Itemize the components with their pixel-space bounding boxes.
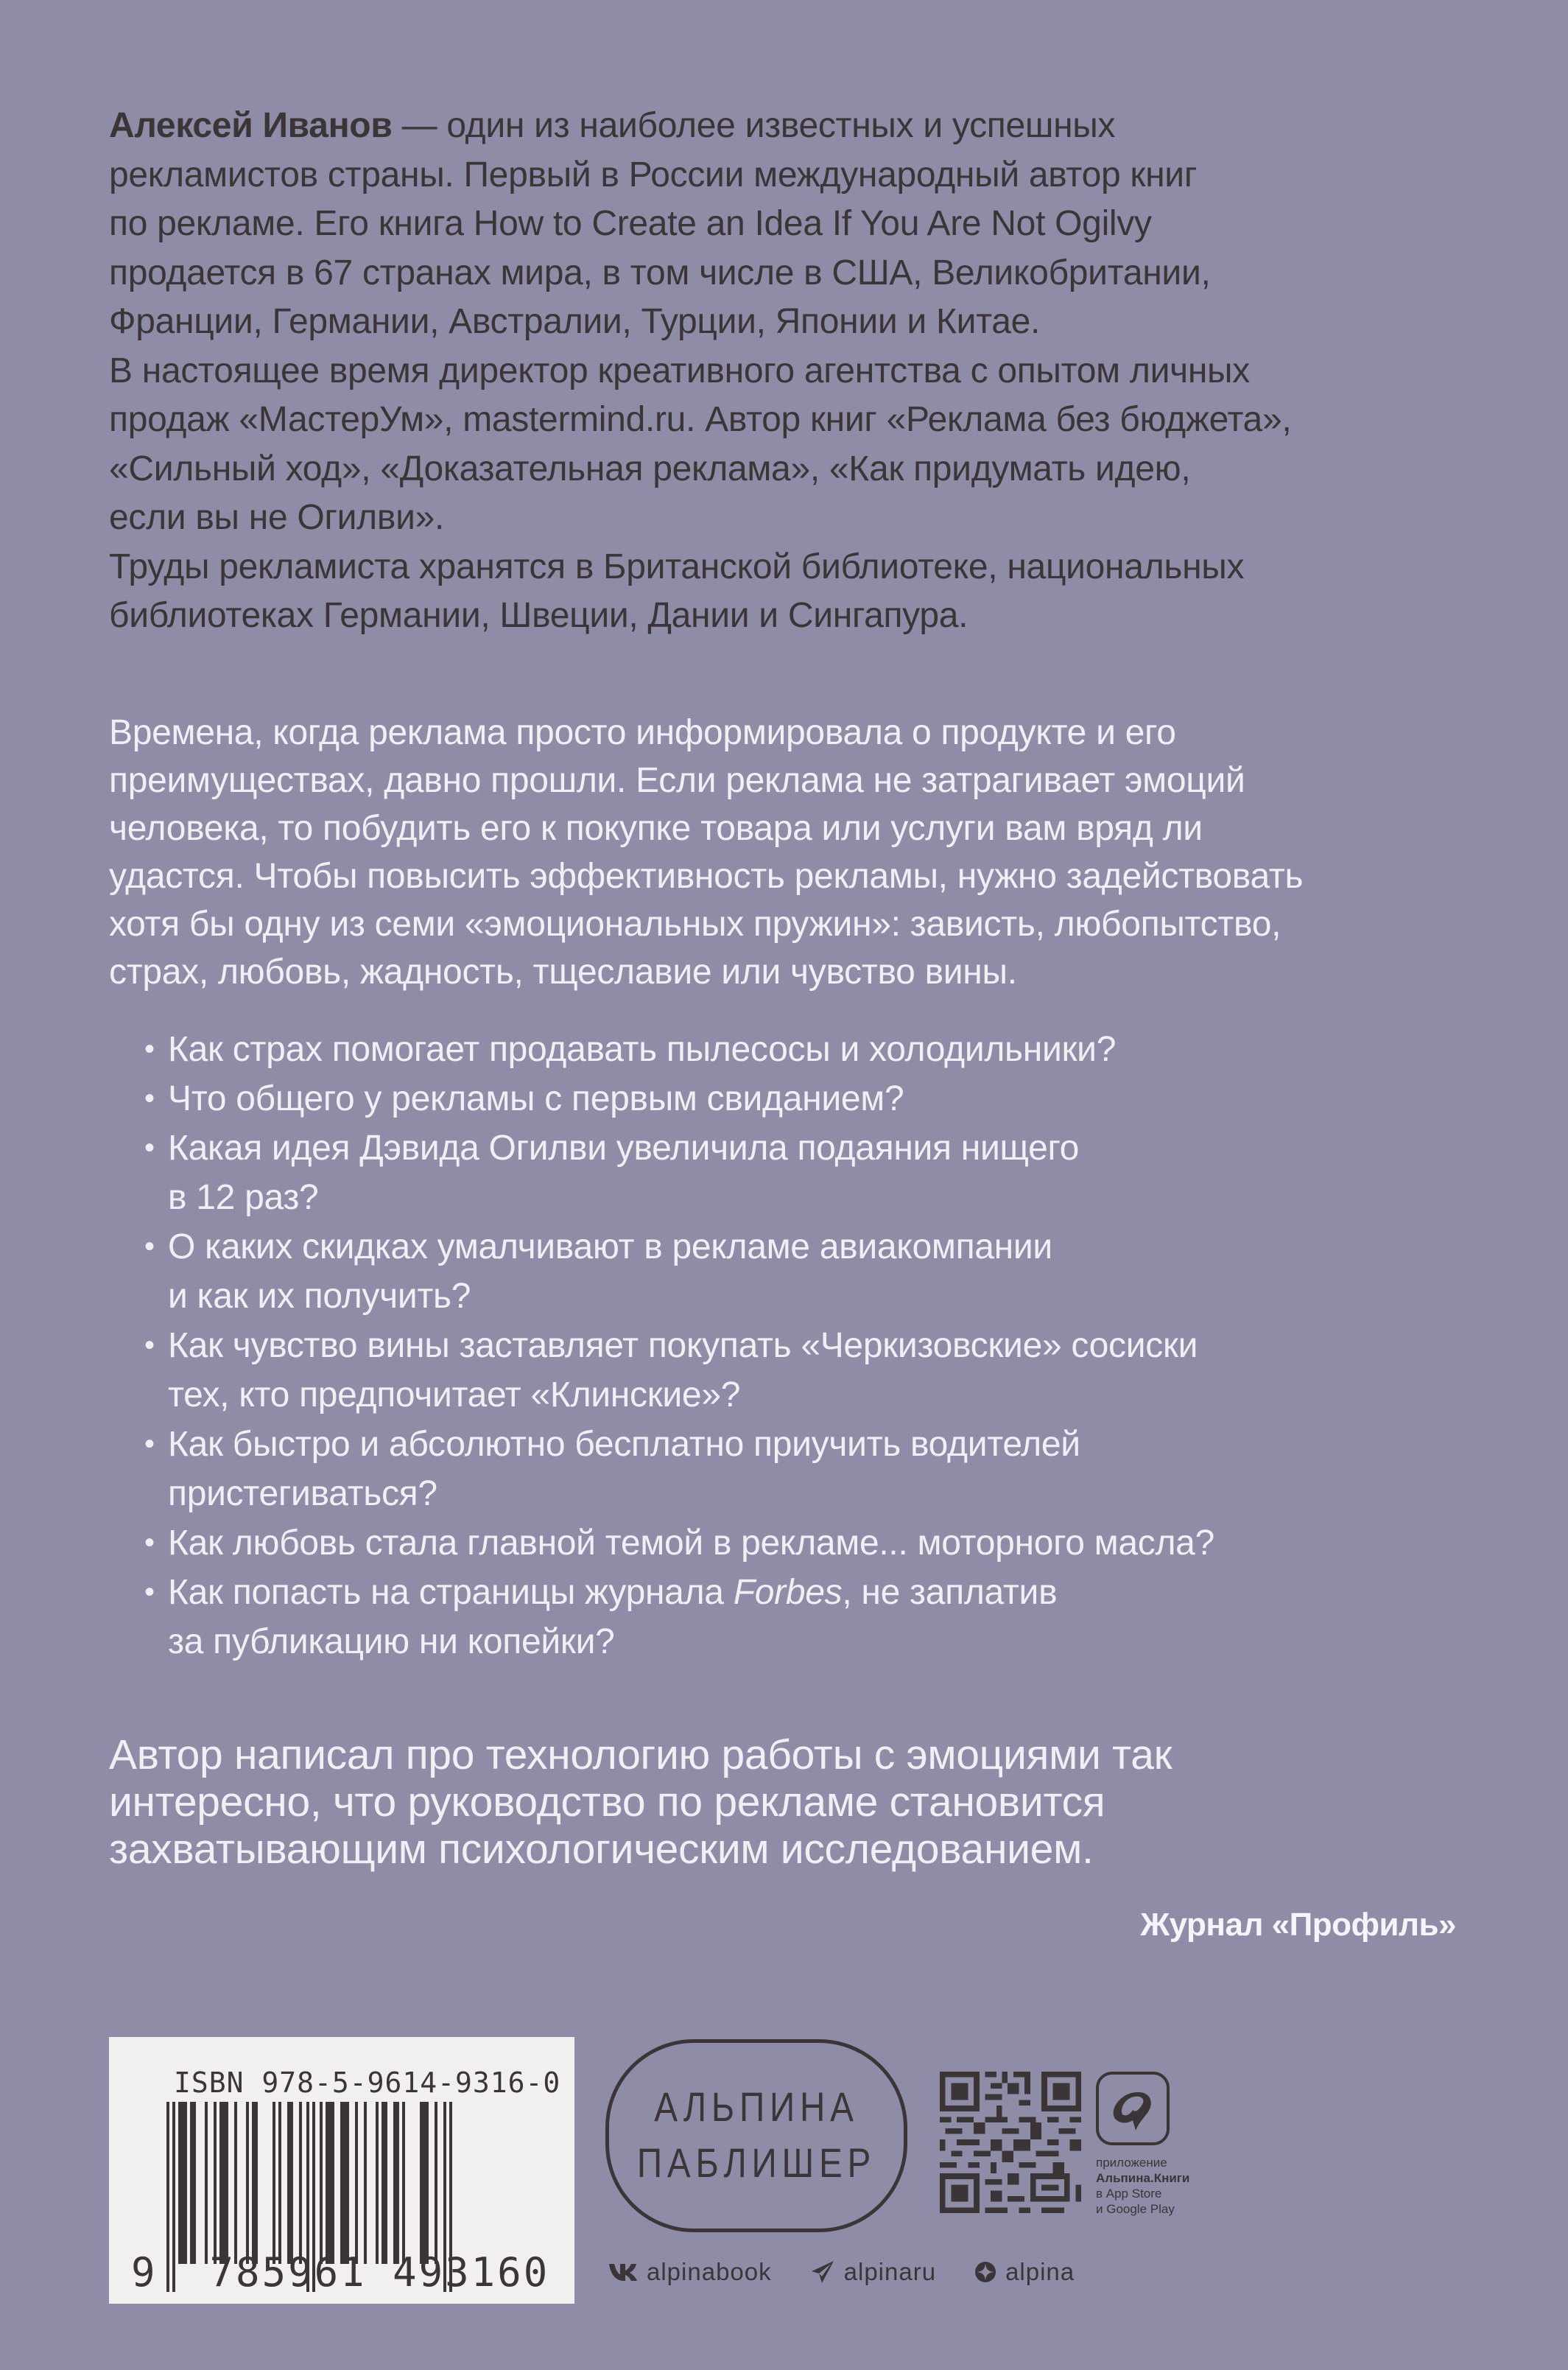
bullet-icon: •: [144, 1230, 155, 1263]
bio-line: Труды рекламиста хранятся в Британской библиотеке, национальных: [109, 547, 1245, 586]
app-caption: приложение Альпина.Книги в App Store и Google Play: [1096, 2156, 1190, 2216]
bullet-icon: •: [144, 1329, 155, 1361]
social-link-dzen[interactable]: [974, 2258, 1075, 2286]
list-item: • Как любовь стала главной темой в рекламе... моторного масла?: [168, 1518, 1494, 1568]
description-line: хотя бы одну из семи «эмоциональных пружин»: зависть, любопытство,: [109, 905, 1282, 944]
question-list: [144, 1025, 1494, 1666]
author-bio: [109, 102, 1508, 641]
bio-line: рекламистов страны. Первый в России международный автор книг: [109, 155, 1198, 194]
social-handle: alpinabook: [647, 2258, 772, 2285]
list-item: • Какая идея Дэвида Огилви увеличила подаяния нищего в 12 раз?: [168, 1123, 1494, 1222]
publisher-logo: [605, 2039, 907, 2232]
bullet-icon: •: [144, 1576, 155, 1608]
bio-line: библиотеках Германии, Швеции, Дании и Сингапура.: [109, 596, 968, 635]
bio-line: если вы не Огилви».: [109, 498, 445, 537]
description-line: удастся. Чтобы повысить эффективность рекламы, нужно задействовать: [109, 857, 1304, 896]
list-item: • Как чувство вины заставляет покупать «Черкизовские» сосиски тех, кто предпочитает «Клинские»?: [168, 1321, 1494, 1420]
list-item: • Как быстро и абсолютно бесплатно приучить водителей пристегиваться?: [168, 1420, 1494, 1518]
ean-number: 9 785961 493160: [131, 2249, 550, 2296]
bio-line: по рекламе. Его книга How to Create an Idea If You Are Not Ogilvy: [109, 204, 1152, 243]
vk-icon: [608, 2262, 638, 2282]
review-quote: [109, 1731, 1508, 1873]
author-name: Алексей Иванов: [109, 106, 393, 145]
list-item: • Как попасть на страницы журнала Forbes, не заплатив за публикацию ни копейки?: [168, 1568, 1494, 1666]
book-description: [109, 709, 1508, 996]
forbes-title: Forbes: [733, 1573, 843, 1612]
list-item: • Как страх помогает продавать пылесосы и холодильники?: [168, 1025, 1494, 1074]
publisher-logo-line-2: ПАБЛИШЕР: [636, 2139, 876, 2186]
bio-line: продаж «МастерУм», mastermind.ru. Автор книг «Реклама без бюджета»,: [109, 400, 1292, 439]
quote-line: захватывающим психологическим исследованием.: [109, 1826, 1094, 1873]
app-name: Альпина.Книги: [1096, 2171, 1190, 2185]
qr-code-icon[interactable]: [940, 2072, 1081, 2213]
description-line: Времена, когда реклама просто информировала о продукте и его: [109, 713, 1176, 752]
social-handle: alpinaru: [843, 2258, 937, 2285]
quote-line: Автор написал про технологию работы с эмоциями так: [109, 1731, 1173, 1778]
publisher-logo-line-1: АЛЬПИНА: [654, 2083, 859, 2130]
social-handle: alpina: [1005, 2258, 1075, 2285]
social-link-vk[interactable]: [608, 2258, 772, 2286]
bullet-icon: •: [144, 1428, 155, 1460]
bio-line-1: Алексей Иванов — один из наиболее известных и успешных: [109, 106, 1116, 145]
alpina-logo-icon: [1099, 2075, 1167, 2142]
bio-line: продается в 67 странах мира, в том числе в США, Великобритании,: [109, 253, 1211, 292]
telegram-icon: [810, 2259, 835, 2285]
bullet-icon: •: [144, 1033, 155, 1065]
list-item: • Что общего у рекламы с первым свиданием?: [168, 1074, 1494, 1123]
alpina-app-icon[interactable]: [1096, 2072, 1170, 2145]
social-link-telegram[interactable]: [810, 2258, 936, 2286]
description-line: преимуществах, давно прошли. Если реклама не затрагивает эмоций: [109, 761, 1245, 800]
bullet-icon: •: [144, 1082, 155, 1115]
quote-line: интересно, что руководство по рекламе становится: [109, 1778, 1105, 1826]
isbn-barcode: [109, 2037, 574, 2304]
bio-line: В настоящее время директор креативного агентства с опытом личных: [109, 351, 1250, 390]
dzen-icon: [974, 2261, 996, 2283]
list-item: • О каких скидках умалчивают в рекламе авиакомпании и как их получить?: [168, 1222, 1494, 1321]
bullet-icon: •: [144, 1132, 155, 1164]
bio-line: «Сильный ход», «Доказательная реклама», «Как придумать идею,: [109, 449, 1191, 488]
description-line: страх, любовь, жадность, тщеславие или чувство вины.: [109, 953, 1017, 992]
social-links: [608, 2258, 1075, 2286]
description-line: человека, то побудить его к покупке товара или услуги вам вряд ли: [109, 809, 1203, 848]
isbn-label: ISBN 978-5-9614-9316-0: [174, 2066, 561, 2099]
bullet-icon: •: [144, 1526, 155, 1559]
bio-line: Франции, Германии, Австралии, Турции, Японии и Китае.: [109, 302, 1041, 341]
quote-attribution: Журнал «Профиль»: [1140, 1907, 1456, 1943]
